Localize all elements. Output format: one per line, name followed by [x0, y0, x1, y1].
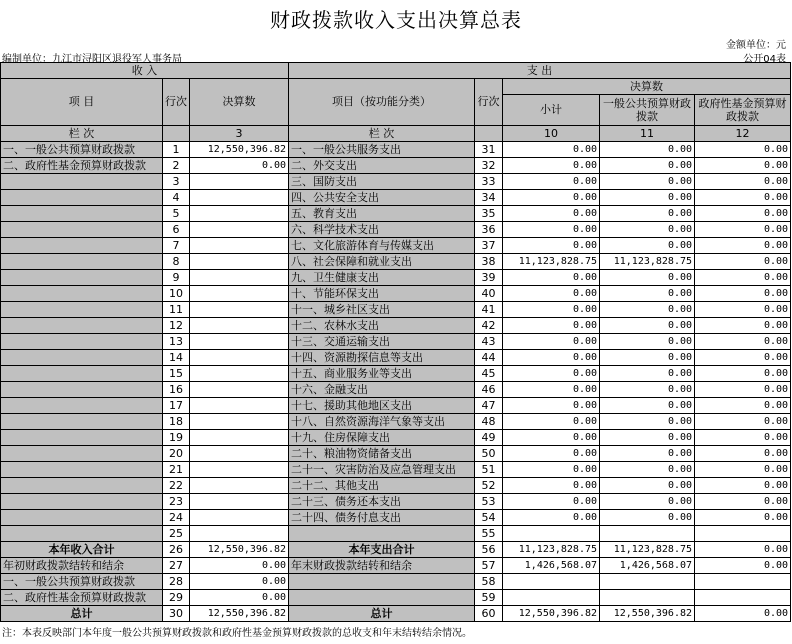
income-row-no: 11	[163, 302, 190, 318]
subtotal-value: 0.00	[503, 270, 600, 286]
general-budget-value: 0.00	[600, 302, 695, 318]
general-budget-value: 11,123,828.75	[600, 254, 695, 270]
income-item	[1, 222, 163, 238]
expense-row-no: 34	[475, 190, 503, 206]
income-row-no: 24	[163, 510, 190, 526]
income-amount-header: 决算数	[190, 79, 289, 126]
expense-item-header: 项目（按功能分类）	[289, 79, 475, 126]
expense-row-no: 52	[475, 478, 503, 494]
income-amount	[190, 414, 289, 430]
expense-row-no-header: 行次	[475, 79, 503, 126]
income-amount	[190, 238, 289, 254]
gov-fund-value	[695, 590, 791, 606]
subtotal-value: 0.00	[503, 318, 600, 334]
general-budget-value: 0.00	[600, 494, 695, 510]
gov-fund-value: 0.00	[695, 462, 791, 478]
table-row	[1, 206, 791, 222]
expense-item: 六、科学技术支出	[289, 222, 475, 238]
income-amount	[190, 190, 289, 206]
expense-row-no: 53	[475, 494, 503, 510]
gov-fund-value: 0.00	[695, 446, 791, 462]
expense-row-no: 60	[475, 606, 503, 622]
general-budget-value	[600, 590, 695, 606]
subtotal-value: 0.00	[503, 398, 600, 414]
income-row-no: 14	[163, 350, 190, 366]
income-amount	[190, 462, 289, 478]
gov-fund-value	[695, 526, 791, 542]
subtotal-value: 0.00	[503, 350, 600, 366]
expense-row-no: 45	[475, 366, 503, 382]
general-budget-value: 0.00	[600, 350, 695, 366]
subtotal-value: 11,123,828.75	[503, 254, 600, 270]
income-row-no: 19	[163, 430, 190, 446]
expense-row-no: 35	[475, 206, 503, 222]
income-amount	[190, 270, 289, 286]
expense-header: 支 出	[289, 63, 791, 79]
income-item	[1, 270, 163, 286]
table-row	[1, 302, 791, 318]
expense-item: 二十、粮油物资储备支出	[289, 446, 475, 462]
table-row	[1, 574, 791, 590]
subtotal-value: 0.00	[503, 510, 600, 526]
subtotal-value: 0.00	[503, 238, 600, 254]
expense-row-no: 44	[475, 350, 503, 366]
expense-row-no: 31	[475, 142, 503, 158]
income-row-no: 12	[163, 318, 190, 334]
table-row	[1, 382, 791, 398]
expense-row-no: 47	[475, 398, 503, 414]
income-amount	[190, 430, 289, 446]
income-amount	[190, 334, 289, 350]
gov-fund-value: 0.00	[695, 318, 791, 334]
income-header: 收 入	[1, 63, 289, 79]
general-budget-value: 0.00	[600, 174, 695, 190]
expense-item: 二十三、债务还本支出	[289, 494, 475, 510]
income-item	[1, 318, 163, 334]
expense-row-no: 32	[475, 158, 503, 174]
gov-fund-value: 0.00	[695, 190, 791, 206]
table-row	[1, 222, 791, 238]
expense-item: 总计	[289, 606, 475, 622]
expense-row-no: 43	[475, 334, 503, 350]
expense-row-no: 55	[475, 526, 503, 542]
income-amount	[190, 494, 289, 510]
income-row-no: 3	[163, 174, 190, 190]
expense-item: 二十四、债务付息支出	[289, 510, 475, 526]
income-row-no: 15	[163, 366, 190, 382]
expense-row-no: 49	[475, 430, 503, 446]
subtotal-value: 0.00	[503, 494, 600, 510]
expense-row-no: 42	[475, 318, 503, 334]
expense-item: 十二、农林水支出	[289, 318, 475, 334]
income-amount	[190, 526, 289, 542]
table-row	[1, 158, 791, 174]
general-budget-value: 0.00	[600, 430, 695, 446]
expense-row-no: 48	[475, 414, 503, 430]
expense-item: 二十一、灾害防治及应急管理支出	[289, 462, 475, 478]
expense-item: 年末财政拨款结转和结余	[289, 558, 475, 574]
expense-item	[289, 526, 475, 542]
subtotal-value: 0.00	[503, 462, 600, 478]
income-row-no: 18	[163, 414, 190, 430]
income-item	[1, 334, 163, 350]
currency-unit: 金额单位：元	[726, 40, 786, 51]
table-row	[1, 270, 791, 286]
income-item	[1, 206, 163, 222]
general-budget-value: 0.00	[600, 206, 695, 222]
subtotal-value: 0.00	[503, 286, 600, 302]
gov-fund-value: 0.00	[695, 478, 791, 494]
income-item: 二、政府性基金预算财政拨款	[1, 590, 163, 606]
income-row-no: 29	[163, 590, 190, 606]
expense-row-no: 37	[475, 238, 503, 254]
income-row-no: 25	[163, 526, 190, 542]
income-amount	[190, 222, 289, 238]
expense-row-no: 57	[475, 558, 503, 574]
table-row	[1, 542, 791, 558]
expense-item: 七、文化旅游体育与传媒支出	[289, 238, 475, 254]
income-amount: 0.00	[190, 574, 289, 590]
general-budget-value: 0.00	[600, 222, 695, 238]
general-budget-value: 0.00	[600, 158, 695, 174]
income-row-no-header: 行次	[163, 79, 190, 126]
expense-item: 四、公共安全支出	[289, 190, 475, 206]
expense-item	[289, 590, 475, 606]
gov-fund-value: 0.00	[695, 334, 791, 350]
income-row-no: 13	[163, 334, 190, 350]
gov-fund-value: 0.00	[695, 254, 791, 270]
table-row	[1, 430, 791, 446]
general-budget-value: 0.00	[600, 446, 695, 462]
income-item-header: 项 目	[1, 79, 163, 126]
column-number-10: 10	[503, 126, 600, 142]
income-row-no: 6	[163, 222, 190, 238]
expense-row-no: 59	[475, 590, 503, 606]
income-item	[1, 478, 163, 494]
general-budget-value: 0.00	[600, 398, 695, 414]
table-row	[1, 254, 791, 270]
subtotal-value: 0.00	[503, 174, 600, 190]
report-title: 财政拨款收入支出决算总表	[270, 8, 522, 32]
expense-row-no: 50	[475, 446, 503, 462]
expense-item: 本年支出合计	[289, 542, 475, 558]
income-row-no: 28	[163, 574, 190, 590]
income-row-no: 1	[163, 142, 190, 158]
table-row	[1, 398, 791, 414]
expense-row-no: 39	[475, 270, 503, 286]
income-row-no: 27	[163, 558, 190, 574]
table-row	[1, 350, 791, 366]
subtotal-value: 0.00	[503, 382, 600, 398]
table-row	[1, 526, 791, 542]
subtotal-value: 11,123,828.75	[503, 542, 600, 558]
expense-item: 十六、金融支出	[289, 382, 475, 398]
subtotal-header: 小计	[503, 95, 600, 126]
income-amount: 12,550,396.82	[190, 142, 289, 158]
general-budget-value: 0.00	[600, 334, 695, 350]
general-budget-value: 0.00	[600, 414, 695, 430]
general-budget-value	[600, 574, 695, 590]
income-amount: 0.00	[190, 558, 289, 574]
income-amount	[190, 366, 289, 382]
income-amount	[190, 382, 289, 398]
gov-fund-header: 政府性基金预算财政拨款	[695, 95, 791, 126]
expense-item: 五、教育支出	[289, 206, 475, 222]
expense-item: 十四、资源勘探信息等支出	[289, 350, 475, 366]
income-item	[1, 526, 163, 542]
income-row-no: 26	[163, 542, 190, 558]
income-amount	[190, 174, 289, 190]
general-budget-value: 0.00	[600, 478, 695, 494]
income-amount	[190, 286, 289, 302]
general-budget-value: 0.00	[600, 318, 695, 334]
income-row-no: 16	[163, 382, 190, 398]
general-budget-value: 0.00	[600, 382, 695, 398]
organization-name: 编制单位：九江市浔阳区退役军人事务局	[2, 54, 182, 65]
column-number-12: 12	[695, 126, 791, 142]
general-budget-header: 一般公共预算财政拨款	[600, 95, 695, 126]
subtotal-value: 0.00	[503, 190, 600, 206]
gov-fund-value: 0.00	[695, 302, 791, 318]
gov-fund-value: 0.00	[695, 158, 791, 174]
general-budget-value	[600, 526, 695, 542]
expense-row-no: 41	[475, 302, 503, 318]
gov-fund-value: 0.00	[695, 414, 791, 430]
income-item	[1, 446, 163, 462]
expense-row-no: 33	[475, 174, 503, 190]
general-budget-value: 0.00	[600, 190, 695, 206]
general-budget-value: 0.00	[600, 510, 695, 526]
income-amount	[190, 318, 289, 334]
expense-item: 三、国防支出	[289, 174, 475, 190]
form-number: 公开04表	[743, 54, 786, 65]
income-item: 年初财政拨款结转和结余	[1, 558, 163, 574]
table-row	[1, 142, 791, 158]
column-label-2: 栏 次	[289, 126, 475, 142]
expense-item	[289, 574, 475, 590]
income-row-no: 2	[163, 158, 190, 174]
income-item	[1, 510, 163, 526]
table-row	[1, 174, 791, 190]
table-row	[1, 414, 791, 430]
table-row	[1, 462, 791, 478]
subtotal-value: 0.00	[503, 206, 600, 222]
gov-fund-value: 0.00	[695, 510, 791, 526]
gov-fund-value: 0.00	[695, 286, 791, 302]
table-row	[1, 238, 791, 254]
gov-fund-value: 0.00	[695, 174, 791, 190]
expense-item: 十一、城乡社区支出	[289, 302, 475, 318]
expense-item: 一、一般公共服务支出	[289, 142, 475, 158]
income-row-no: 17	[163, 398, 190, 414]
income-amount	[190, 302, 289, 318]
income-item	[1, 174, 163, 190]
subtotal-value: 0.00	[503, 446, 600, 462]
expense-row-no: 40	[475, 286, 503, 302]
income-row-no: 4	[163, 190, 190, 206]
subtotal-value: 0.00	[503, 302, 600, 318]
subtotal-value	[503, 574, 600, 590]
income-item	[1, 238, 163, 254]
table-row	[1, 286, 791, 302]
budget-table	[0, 62, 791, 622]
income-item	[1, 414, 163, 430]
income-row-no: 20	[163, 446, 190, 462]
income-row-no: 7	[163, 238, 190, 254]
table-row	[1, 510, 791, 526]
income-row-no: 22	[163, 478, 190, 494]
expense-item: 九、卫生健康支出	[289, 270, 475, 286]
income-amount	[190, 254, 289, 270]
income-row-no: 9	[163, 270, 190, 286]
general-budget-value: 0.00	[600, 286, 695, 302]
gov-fund-value: 0.00	[695, 542, 791, 558]
general-budget-value: 12,550,396.82	[600, 606, 695, 622]
subtotal-value: 0.00	[503, 222, 600, 238]
gov-fund-value	[695, 574, 791, 590]
general-budget-value: 11,123,828.75	[600, 542, 695, 558]
expense-item: 二十二、其他支出	[289, 478, 475, 494]
income-item	[1, 462, 163, 478]
income-item: 一、一般公共预算财政拨款	[1, 574, 163, 590]
subtotal-value: 0.00	[503, 430, 600, 446]
income-item	[1, 254, 163, 270]
gov-fund-value: 0.00	[695, 558, 791, 574]
gov-fund-value: 0.00	[695, 238, 791, 254]
gov-fund-value: 0.00	[695, 366, 791, 382]
table-row	[1, 590, 791, 606]
expense-item: 十九、住房保障支出	[289, 430, 475, 446]
gov-fund-value: 0.00	[695, 270, 791, 286]
subtotal-value: 0.00	[503, 142, 600, 158]
income-item	[1, 350, 163, 366]
table-row	[1, 558, 791, 574]
gov-fund-value: 0.00	[695, 206, 791, 222]
income-item	[1, 286, 163, 302]
income-row-no: 8	[163, 254, 190, 270]
gov-fund-value: 0.00	[695, 430, 791, 446]
expense-item: 十、节能环保支出	[289, 286, 475, 302]
general-budget-value: 0.00	[600, 238, 695, 254]
expense-item: 十三、交通运输支出	[289, 334, 475, 350]
subtotal-value: 12,550,396.82	[503, 606, 600, 622]
subtotal-value: 0.00	[503, 366, 600, 382]
income-amount	[190, 446, 289, 462]
column-label: 栏 次	[1, 126, 163, 142]
expense-item: 十七、援助其他地区支出	[289, 398, 475, 414]
gov-fund-value: 0.00	[695, 606, 791, 622]
income-item	[1, 190, 163, 206]
final-amount-group-header: 决算数	[503, 79, 791, 95]
expense-row-no: 56	[475, 542, 503, 558]
table-row	[1, 446, 791, 462]
income-amount	[190, 206, 289, 222]
income-item	[1, 366, 163, 382]
income-item: 总计	[1, 606, 163, 622]
income-row-no: 21	[163, 462, 190, 478]
income-item: 一、一般公共预算财政拨款	[1, 142, 163, 158]
general-budget-value: 1,426,568.07	[600, 558, 695, 574]
income-item	[1, 302, 163, 318]
expense-row-no: 58	[475, 574, 503, 590]
expense-item: 八、社会保障和就业支出	[289, 254, 475, 270]
income-row-no: 5	[163, 206, 190, 222]
income-item: 二、政府性基金预算财政拨款	[1, 158, 163, 174]
income-row-no: 30	[163, 606, 190, 622]
general-budget-value: 0.00	[600, 366, 695, 382]
subtotal-value: 0.00	[503, 414, 600, 430]
table-row	[1, 190, 791, 206]
column-number-3: 3	[190, 126, 289, 142]
general-budget-value: 0.00	[600, 270, 695, 286]
income-amount	[190, 478, 289, 494]
income-item	[1, 430, 163, 446]
expense-row-no: 51	[475, 462, 503, 478]
gov-fund-value: 0.00	[695, 494, 791, 510]
income-item	[1, 398, 163, 414]
subtotal-value: 0.00	[503, 334, 600, 350]
table-row	[1, 334, 791, 350]
footnote: 注：本表反映部门本年度一般公共预算财政拨款和政府性基金预算财政拨款的总收支和年末结转结余情况。	[2, 628, 472, 639]
income-item	[1, 494, 163, 510]
income-amount: 0.00	[190, 590, 289, 606]
subtotal-value: 0.00	[503, 158, 600, 174]
table-row	[1, 366, 791, 382]
expense-row-no: 54	[475, 510, 503, 526]
income-amount	[190, 350, 289, 366]
income-row-no: 10	[163, 286, 190, 302]
expense-item: 十八、自然资源海洋气象等支出	[289, 414, 475, 430]
table-row	[1, 494, 791, 510]
expense-row-no: 38	[475, 254, 503, 270]
income-amount: 12,550,396.82	[190, 542, 289, 558]
column-number-11: 11	[600, 126, 695, 142]
subtotal-value	[503, 590, 600, 606]
general-budget-value: 0.00	[600, 462, 695, 478]
subtotal-value	[503, 526, 600, 542]
income-row-no: 23	[163, 494, 190, 510]
subtotal-value: 0.00	[503, 478, 600, 494]
gov-fund-value: 0.00	[695, 382, 791, 398]
income-amount: 0.00	[190, 158, 289, 174]
gov-fund-value: 0.00	[695, 398, 791, 414]
income-item: 本年收入合计	[1, 542, 163, 558]
gov-fund-value: 0.00	[695, 350, 791, 366]
expense-item: 二、外交支出	[289, 158, 475, 174]
income-amount	[190, 510, 289, 526]
table-row	[1, 478, 791, 494]
income-amount	[190, 398, 289, 414]
gov-fund-value: 0.00	[695, 222, 791, 238]
subtotal-value: 1,426,568.07	[503, 558, 600, 574]
expense-row-no: 46	[475, 382, 503, 398]
table-row	[1, 318, 791, 334]
gov-fund-value: 0.00	[695, 142, 791, 158]
income-amount: 12,550,396.82	[190, 606, 289, 622]
expense-item: 十五、商业服务业等支出	[289, 366, 475, 382]
expense-row-no: 36	[475, 222, 503, 238]
table-row	[1, 606, 791, 622]
general-budget-value: 0.00	[600, 142, 695, 158]
income-item	[1, 382, 163, 398]
